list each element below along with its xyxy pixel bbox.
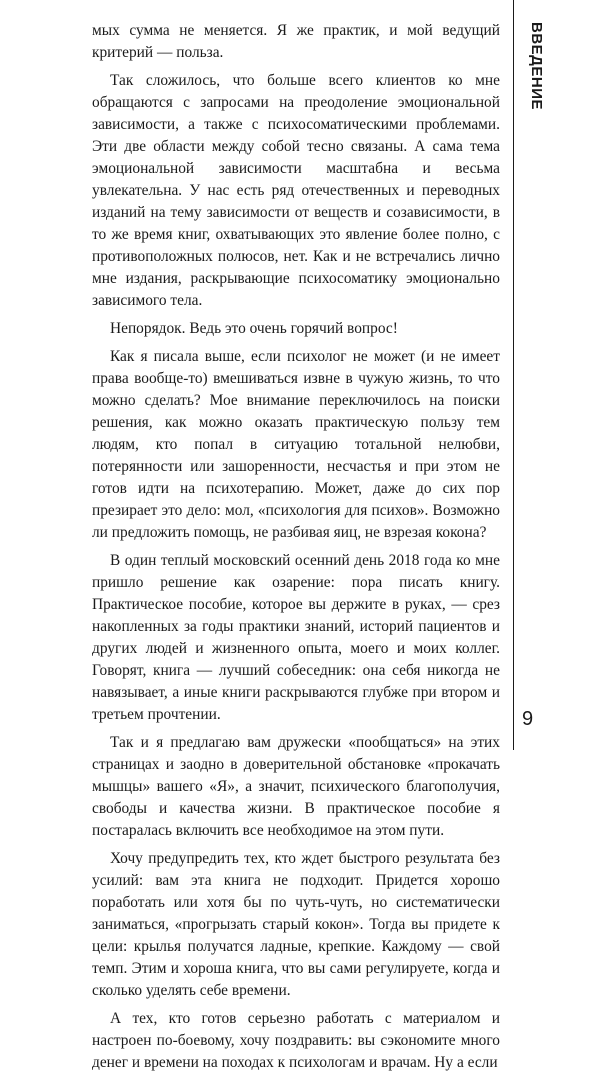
paragraph-4: Как я писала выше, если психолог не может (и не имеет права вообще-то) вмешиваться извне в чужую жизнь, то что можно сделать? Мое внимание переключилось на поиски решения, как можно оказать практическую пользу тем людям, кто попал в ситуацию тотальной нелюбви, потерянности или зашоренности, несчастья и при этом не готов идти на психотерапию. Может, даже до сих пор презирает это дело: мол, «психология для психов». Возможно ли предложить помощь, не разбивая яиц, не взрезая кокона?: [92, 348, 500, 541]
page-number: 9: [522, 708, 534, 730]
paragraph-3: Непорядок. Ведь это очень горячий вопрос!: [110, 320, 398, 337]
margin-divider: [513, 0, 514, 750]
paragraph-8: А тех, кто готов серьезно работать с материалом и настроен по-боевому, хочу поздравить: вы сэкономите много денег и времени на походах к психологам и врачам. Ну а если: [92, 1010, 500, 1071]
paragraph-6: Так и я предлагаю вам дружески «пообщаться» на этих страницах и заодно в доверительной обстановке «прокачать мышцы» вашего «Я», а значит, психического благополучия, свободы и качества жизни. В практическое пособие я постаралась включить все необходимое на этом пути.: [92, 734, 500, 839]
paragraph-7: Хочу предупредить тех, кто ждет быстрого результата без усилий: вам эта книга не подходит. Придется хорошо поработать или хотя бы по чуть-чуть, но систематически заниматься, «прогрызать старый кокон». Тогда вы придете к цели: крылья получатся ладные, крепкие. Каждому — свой темп. Этим и хороша книга, что вы сами регулируете, когда и сколько уделять себе времени.: [92, 850, 500, 999]
paragraph-5: В один теплый московский осенний день 2018 года ко мне пришло решение как озарение: пора писать книгу. Практическое пособие, которое вы держите в руках, — срез накопленных за годы практики знаний, историй пациентов и других людей и жизненного опыта, моего и моих коллег. Говорят, книга — лучший собеседник: она себя никогда не навязывает, а иные книги раскрываются глубже при втором и третьем прочтении.: [92, 552, 500, 723]
paragraph-1: мых сумма не меняется. Я же практик, и мой ведущий критерий — польза.: [92, 22, 500, 61]
running-section-title: ВВЕДЕНИЕ: [528, 22, 545, 110]
body-text: [92, 20, 500, 1080]
paragraph-2: Так сложилось, что больше всего клиентов ко мне обращаются с запросами на преодоление эмоциональной зависимости, а также с психосоматическими проблемами. Эти две области между собой тесно связаны. А сама тема эмоциональной зависимости масштабна и весьма увлекательна. У нас есть ряд отечественных и переводных изданий на тему зависимости от веществ и созависимости, в то же время книг, охватывающих это явление более полно, с противоположных полюсов, нет. Как и не встречались лично мне издания, раскрывающие психосоматику эмоционально зависимого тела.: [92, 72, 500, 309]
